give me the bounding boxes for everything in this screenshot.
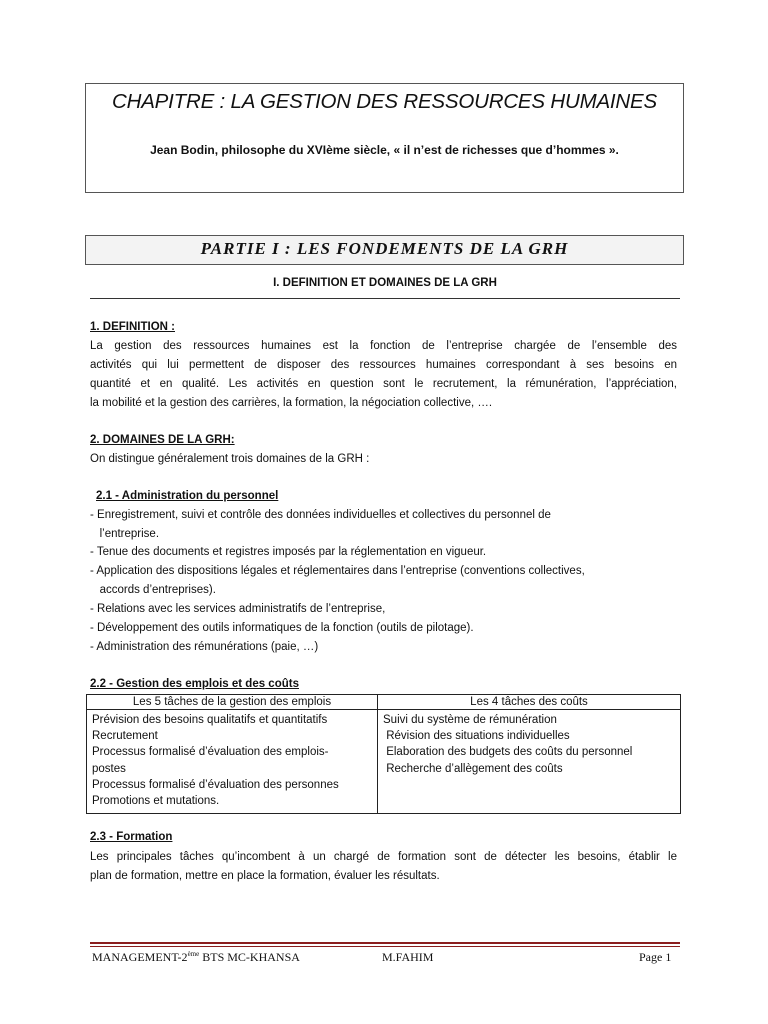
- admin-item: l’entreprise.: [90, 528, 160, 540]
- table-cell-emplois: [87, 710, 378, 814]
- formation-line-1: Les principales tâches qu’incombent à un chargé de formation sont de détecter les besoins, établir le: [90, 851, 677, 863]
- list-item: Promotions et mutations.: [92, 795, 220, 808]
- list-item: Recrutement: [92, 730, 158, 743]
- list-item: postes: [92, 762, 126, 775]
- domaines-heading: 2. DOMAINES DE LA GRH:: [90, 434, 235, 446]
- chapter-title: CHAPITRE : LA GESTION DES RESSOURCES HUMAINES: [112, 90, 657, 113]
- section-heading: I. DEFINITION ET DOMAINES DE LA GRH: [273, 277, 497, 289]
- admin-item: - Tenue des documents et registres imposés par la réglementation en vigueur.: [90, 546, 487, 558]
- list-item: Processus formalisé d’évaluation des personnes: [92, 778, 339, 791]
- footer-page-number: Page 1: [639, 950, 672, 964]
- table-header-couts: Les 4 tâches des coûts: [378, 695, 681, 710]
- footer-rule: [90, 942, 680, 944]
- emplois-heading: 2.2 - Gestion des emplois et des coûts: [90, 678, 299, 690]
- admin-item: - Enregistrement, suivi et contrôle des données individuelles et collectives du personnel de: [90, 509, 551, 521]
- admin-item: - Développement des outils informatiques de la fonction (outils de pilotage).: [90, 622, 474, 634]
- list-item: Révision des situations individuelles: [383, 730, 570, 743]
- table-header-emplois: Les 5 tâches de la gestion des emplois: [87, 695, 378, 710]
- partie-title: PARTIE I : LES FONDEMENTS DE LA GRH: [200, 239, 569, 258]
- list-item: Elaboration des budgets des coûts du personnel: [383, 746, 633, 759]
- definition-line-2: activités qui lui permettent de disposer des ressources humaines correspondant à ses besoins en: [90, 359, 677, 371]
- definition-heading: 1. DEFINITION :: [90, 321, 175, 333]
- admin-item: - Administration des rémunérations (paie, …): [90, 641, 319, 653]
- footer-rule: [90, 946, 680, 947]
- list-item: Suivi du système de rémunération: [383, 714, 557, 726]
- footer-author: M.FAHIM: [382, 950, 434, 964]
- admin-heading: 2.1 - Administration du personnel: [96, 490, 279, 502]
- footer-left-sup: ème: [187, 950, 200, 958]
- list-item: Recherche d’allègement des coûts: [383, 762, 563, 775]
- section-rule: [90, 298, 680, 299]
- footer-left: [92, 950, 300, 965]
- definition-line-4: la mobilité et la gestion des carrières, la formation, la négociation collective, ….: [90, 397, 493, 409]
- footer-left-prefix: MANAGEMENT-2: [92, 950, 188, 964]
- admin-item: - Application des dispositions légales et réglementaires dans l’entreprise (conventions collectives,: [90, 565, 585, 577]
- definition-line-1: La gestion des ressources humaines est la fonction de l’entreprise chargée de l’ensemble des: [90, 340, 677, 352]
- emplois-table: [86, 694, 681, 814]
- domaines-intro: On distingue généralement trois domaines de la GRH :: [90, 453, 370, 465]
- chapter-box: [85, 83, 684, 193]
- formation-heading: 2.3 - Formation: [90, 831, 173, 843]
- list-item: Processus formalisé d’évaluation des emplois-: [92, 746, 329, 759]
- table-cell-couts: [378, 710, 681, 814]
- chapter-quote: Jean Bodin, philosophe du XVIème siècle, « il n’est de richesses que d’hommes ».: [150, 143, 619, 157]
- footer-left-suffix: BTS MC-KHANSA: [199, 950, 300, 964]
- list-item: Prévision des besoins qualitatifs et quantitatifs: [92, 714, 328, 726]
- admin-item: accords d’entreprises).: [90, 584, 216, 596]
- admin-item: - Relations avec les services administratifs de l’entreprise,: [90, 603, 386, 615]
- definition-line-3: quantité et en qualité. Les activités en question sont le recrutement, la rémunération, l’appréciation,: [90, 378, 677, 390]
- partie-box: [85, 235, 684, 265]
- formation-line-2: plan de formation, mettre en place la formation, évaluer les résultats.: [90, 870, 440, 882]
